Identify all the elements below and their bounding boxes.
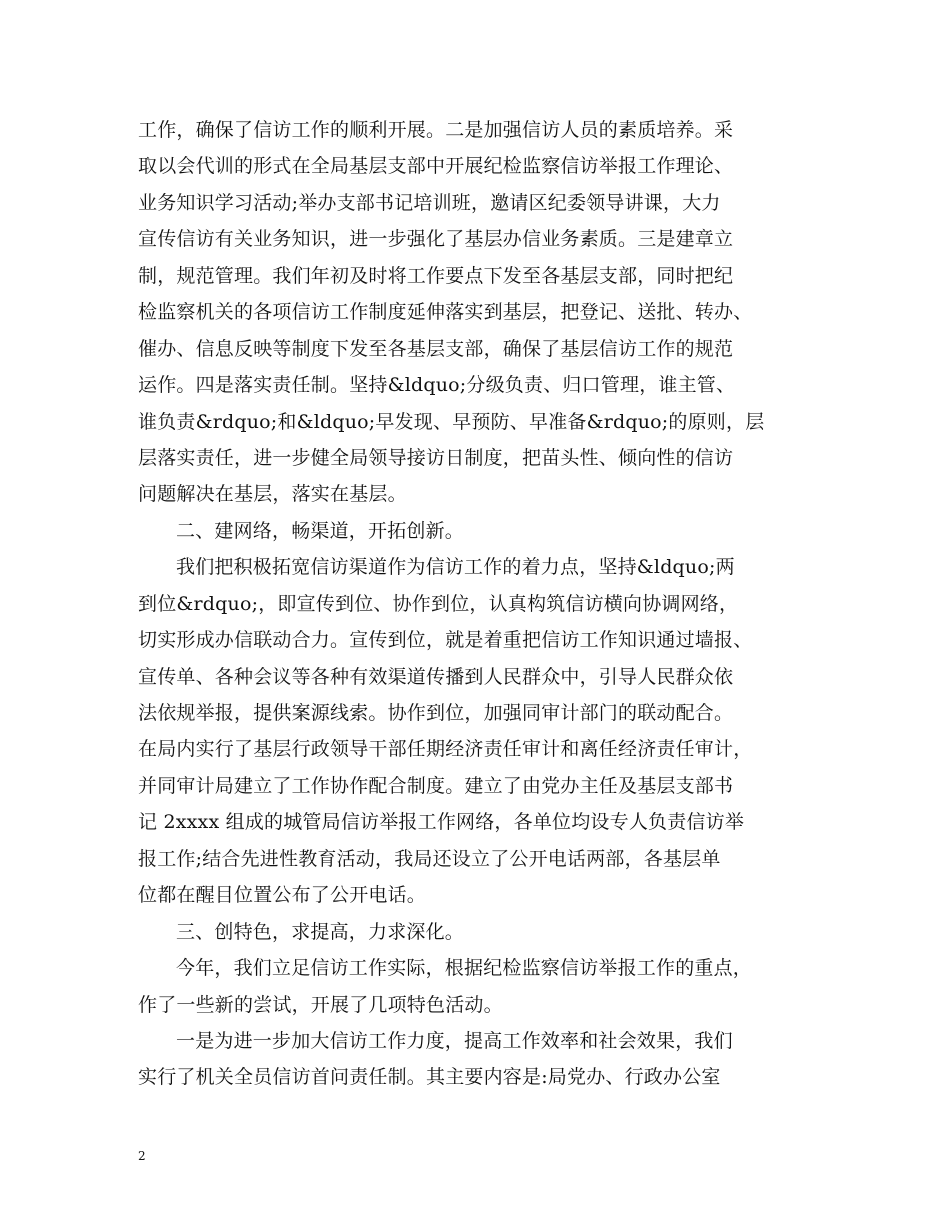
paragraph-first-line: 一是为进一步加大信访工作力度，提高工作效率和社会效果，我们 [176,1029,733,1052]
text-line: 取以会代训的形式在全局基层支部中开展纪检监察信访举报工作理论、 [138,155,734,178]
document-body [138,112,838,1096]
text-line: 报工作;结合先进性教育活动，我局还设立了公开电话两部，各基层单 [138,847,721,870]
paragraph-first-line: 我们把积极拓宽信访渠道作为信访工作的着力点，坚持&ldquo;两 [176,556,735,579]
section-heading: 二、建网络，畅渠道，开拓创新。 [176,519,465,542]
paragraph-first-line: 今年，我们立足信访工作实际，根据纪检监察信访举报工作的重点， [176,957,753,980]
text-line: 宣传信访有关业务知识，进一步强化了基层办信业务素质。三是建章立 [138,228,734,251]
text-line: 业务知识学习活动;举办支部书记培训班，邀请区纪委领导讲课，大力 [138,191,721,214]
section-heading: 三、创特色，求提高，力求深化。 [176,920,465,943]
text-line: 实行了机关全员信访首问责任制。其主要内容是:局党办、行政办公室 [138,1066,721,1089]
text-line: 宣传单、各种会议等各种有效渠道传播到人民群众中，引导人民群众依 [138,665,734,688]
text-line: 工作，确保了信访工作的顺利开展。二是加强信访人员的素质培养。采 [138,119,734,141]
text-line: 在局内实行了基层行政领导干部任期经济责任审计和离任经济责任审计， [138,738,753,761]
text-line: 运作。四是落实责任制。坚持&ldquo;分级负责、归口管理，谁主管、 [138,374,736,397]
text-line: 切实形成办信联动合力。宣传到位，就是着重把信访工作知识通过墙报、 [138,629,753,652]
text-line: 问题解决在基层，落实在基层。 [138,483,407,506]
text-line: 记 2xxxx 组成的城管局信访举报工作网络，各单位均设专人负责信访举 [138,811,745,834]
text-line: 作了一些新的尝试，开展了几项特色活动。 [138,993,503,1016]
text-line: 谁负责&rdquo;和&ldquo;早发现、早预防、早准备&rdquo;的原则，层 [138,410,765,433]
text-line: 催办、信息反映等制度下发至各基层支部，确保了基层信访工作的规范 [138,337,734,360]
text-line: 制，规范管理。我们年初及时将工作要点下发至各基层支部，同时把纪 [138,264,734,287]
text-line: 到位&rdquo;，即宣传到位、协作到位，认真构筑信访横向协调网络， [138,592,739,615]
text-line: 并同审计局建立了工作协作配合制度。建立了由党办主任及基层支部书 [138,774,734,797]
text-line: 法依规举报，提供案源线索。协作到位，加强同审计部门的联动配合。 [138,702,734,724]
page-number: 2 [138,1149,146,1163]
text-line: 检监察机关的各项信访工作制度延伸落实到基层，把登记、送批、转办、 [138,301,753,324]
text-line: 层落实责任，进一步健全局领导接访日制度，把苗头性、倾向性的信访 [138,446,734,469]
text-line: 位都在醒目位置公布了公开电话。 [138,884,427,907]
